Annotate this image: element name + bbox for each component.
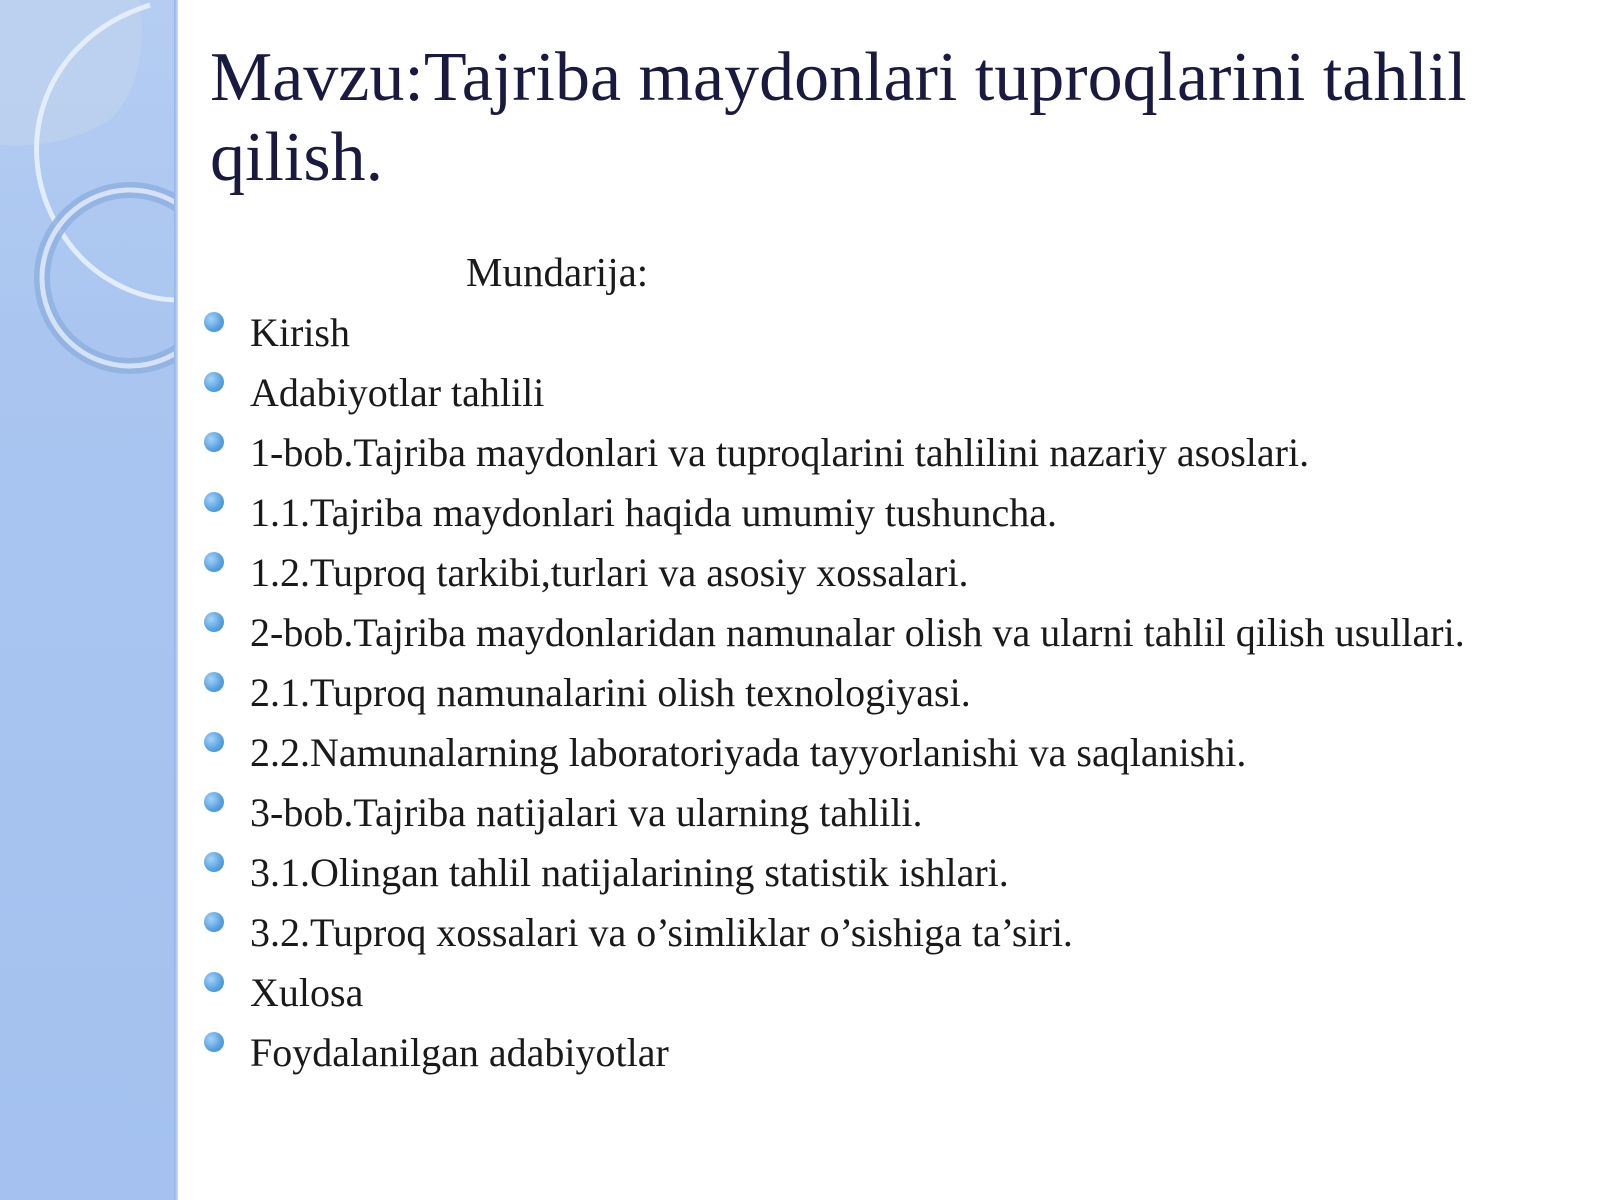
toc-item-label: 3.2.Tuproq xossalari va o’simliklar o’sishiga ta’siri. <box>250 910 1073 955</box>
toc-item <box>204 547 1465 607</box>
toc-item-label: 3-bob.Tajriba natijalari va ularning tahlili. <box>250 790 923 835</box>
toc-item <box>204 367 1465 427</box>
toc-item-label: 2-bob.Tajriba maydonlaridan namunalar olish va ularni tahlil qilish usullari. <box>250 610 1465 655</box>
circle-bullet-icon <box>204 852 224 872</box>
toc-item <box>204 727 1465 787</box>
circle-bullet-icon <box>204 432 224 452</box>
toc-item-label: 2.1.Tuproq namunalarini olish texnologiyasi. <box>250 670 971 715</box>
toc-item <box>204 607 1465 667</box>
circle-bullet-icon <box>204 732 224 752</box>
toc-item <box>204 967 1465 1027</box>
circle-bullet-icon <box>204 672 224 692</box>
circle-bullet-icon <box>204 552 224 572</box>
decorative-rings <box>0 0 178 400</box>
toc-item-label: 1.1.Tajriba maydonlari haqida umumiy tushuncha. <box>250 490 1058 535</box>
slide-title: Mavzu:Tajriba maydonlari tuproqlarini tahlil qilish. <box>210 39 1467 196</box>
circle-bullet-icon <box>204 972 224 992</box>
toc-item-label: Xulosa <box>250 970 364 1015</box>
toc-item <box>204 907 1465 967</box>
toc-item-label: 1.2.Tuproq tarkibi,turlari va asosiy xossalari. <box>250 550 969 595</box>
toc-item-label: Kirish <box>250 310 350 355</box>
toc-item <box>204 787 1465 847</box>
circle-bullet-icon <box>204 1032 224 1052</box>
circle-bullet-icon <box>204 492 224 512</box>
decorative-sidebar <box>0 0 178 1200</box>
toc-item <box>204 847 1465 907</box>
sidebar-edge <box>174 0 178 1200</box>
toc-list <box>204 307 1465 1087</box>
circle-bullet-icon <box>204 792 224 812</box>
toc-item <box>204 487 1465 547</box>
toc-item <box>204 667 1465 727</box>
toc-item <box>204 427 1465 487</box>
toc-item-label: Foydalanilgan adabiyotlar <box>250 1030 669 1075</box>
toc-item-label: Adabiyotlar tahlili <box>250 370 545 415</box>
toc-item <box>204 307 1465 367</box>
toc-item <box>204 1027 1465 1087</box>
toc-item-label: 1-bob.Tajriba maydonlari va tuproqlarini tahlilini nazariy asoslari. <box>250 430 1310 475</box>
circle-bullet-icon <box>204 612 224 632</box>
circle-bullet-icon <box>204 312 224 332</box>
toc-item-label: 3.1.Olingan tahlil natijalarining statistik ishlari. <box>250 850 1009 895</box>
circle-bullet-icon <box>204 912 224 932</box>
toc-item-label: 2.2.Namunalarning laboratoriyada tayyorlanishi va saqlanishi. <box>250 730 1247 775</box>
toc-heading: Mundarija: <box>466 249 649 295</box>
circle-bullet-icon <box>204 372 224 392</box>
